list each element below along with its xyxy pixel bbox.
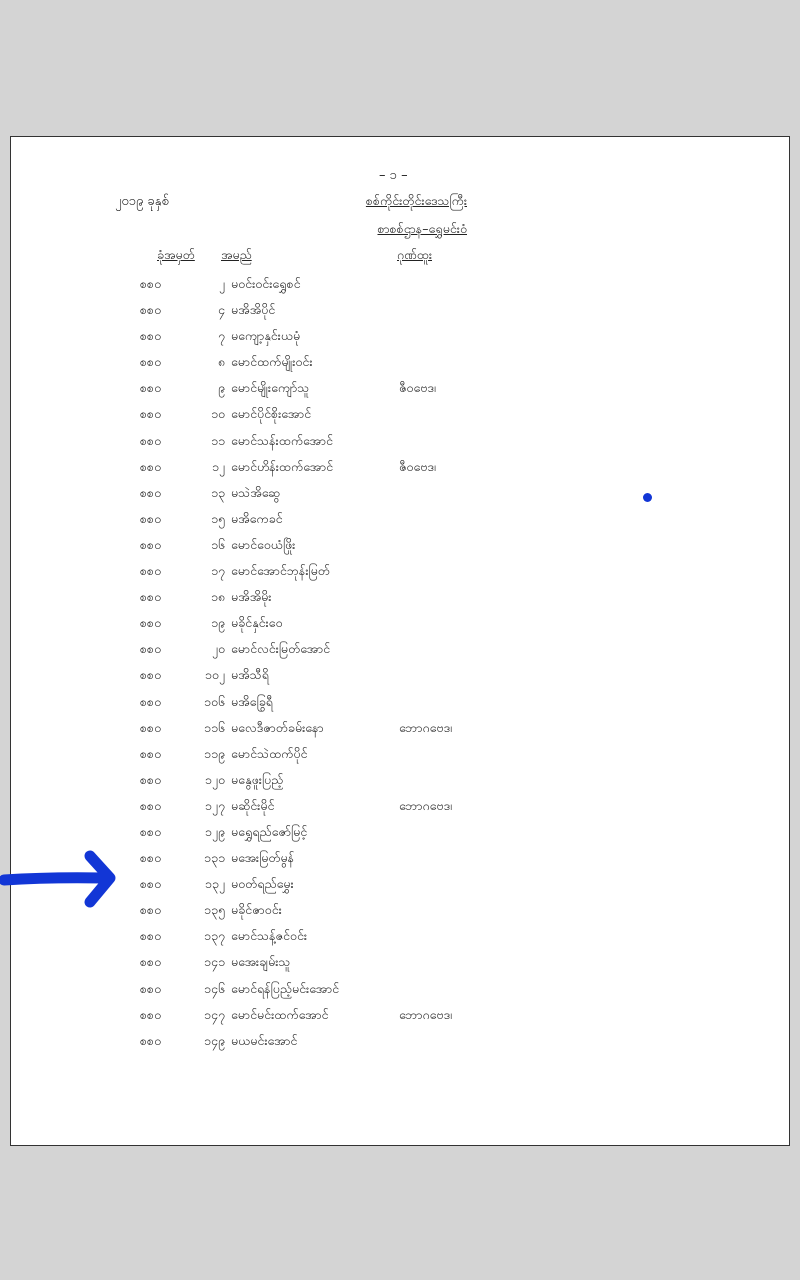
result-row (11, 299, 791, 325)
student-name: မအိခြွေရီ (231, 693, 273, 709)
student-name: မအိအိပိုင် (231, 302, 276, 318)
student-name: မယမင်းအောင် (231, 1032, 298, 1048)
row-code: စစဝ (140, 745, 162, 761)
student-name: မောင်ပိုင်စိုးအောင် (231, 406, 312, 422)
result-row (11, 403, 791, 429)
name-column-header: အမည် (221, 247, 252, 262)
result-row (11, 743, 791, 769)
row-code: စစဝ (140, 380, 162, 396)
row-code: စစဝ (140, 1032, 162, 1048)
roll-number: ၂၀ (211, 641, 225, 657)
roll-number: ၁၀ (210, 406, 225, 422)
result-row (11, 586, 791, 612)
student-name: မအေးချမ်းသူ (231, 954, 291, 970)
row-code: စစဝ (140, 484, 162, 500)
result-row (11, 1004, 791, 1030)
result-row (11, 873, 791, 899)
roll-number: ၁၂ (211, 458, 225, 474)
result-row (11, 560, 791, 586)
exam-year: ၂၀၁၉ ခုနှစ် (115, 194, 169, 209)
page-number: – ၁ – (379, 168, 408, 183)
distinction-remark: ဇီဝဗေဒ၊ (399, 380, 436, 396)
row-code: စစဝ (140, 771, 162, 787)
results-list (11, 273, 791, 1056)
row-code: စစဝ (140, 719, 162, 735)
student-name: မောင်ဝေယံဖြိုး (231, 536, 296, 552)
student-name: မခိုင်ဇာဝင်း (231, 902, 282, 918)
row-code: စစဝ (140, 432, 162, 448)
student-name: မောင်သန့်ဇင်ဝင်း (231, 928, 308, 944)
result-row (11, 717, 791, 743)
roll-number: ၇ (217, 328, 225, 344)
distinction-remark: ဘောဂဗေဒ၊ (399, 1006, 453, 1022)
student-name: မောင်ဟိန်းထက်အောင် (231, 458, 334, 474)
result-row (11, 482, 791, 508)
roll-number: ၁၁၆ (203, 719, 225, 735)
roll-number: ၁၂၉ (204, 823, 225, 839)
row-code: စစဝ (140, 328, 162, 344)
result-row (11, 847, 791, 873)
roll-number: ၁၂၀ (204, 771, 225, 787)
student-name: မောင်ထက်မျိုးဝင်း (231, 354, 313, 370)
student-name: မရွှေရည်ဇော်မြင့် (231, 823, 308, 839)
row-code: စစဝ (140, 563, 162, 579)
row-code: စစဝ (140, 276, 162, 291)
roll-number: ၄ (217, 302, 225, 318)
row-code: စစဝ (140, 354, 162, 370)
row-code: စစဝ (140, 797, 162, 813)
roll-number: ၂ (218, 276, 225, 291)
result-row (11, 821, 791, 847)
result-row (11, 951, 791, 977)
row-code: စစဝ (140, 850, 162, 866)
roll-number: ၁၄၇ (203, 1006, 225, 1022)
result-row (11, 925, 791, 951)
region-heading: စစ်ကိုင်းတိုင်းဒေသကြီး (365, 193, 467, 208)
roll-number: ၁၃၇ (203, 928, 225, 944)
roll-number: ၁၂၇ (204, 797, 225, 813)
row-code: စစဝ (140, 641, 162, 657)
row-code: စစဝ (140, 510, 162, 526)
student-name: မအိကေခင် (231, 510, 283, 526)
student-name: မောင်မျိုးကျော်သူ (231, 380, 310, 396)
student-name: မောင်လင်းမြတ်အောင် (231, 641, 331, 657)
row-code: စစဝ (140, 823, 162, 839)
row-code: စစဝ (140, 302, 162, 318)
roll-number: ၈ (217, 354, 225, 370)
student-name: မလေဒီဇာတ်ခမ်းနော (231, 719, 324, 735)
result-row (11, 795, 791, 821)
row-code: စစဝ (140, 536, 162, 552)
roll-number: ၁၄၆ (203, 980, 225, 996)
row-code: စစဝ (140, 928, 162, 944)
student-name: မသဲအိဆွေ (231, 484, 281, 500)
roll-number: ၁၀၆ (203, 693, 225, 709)
student-name: မအိအိမိုး (231, 589, 272, 605)
roll-no-column-header: ခုံအမှတ် (157, 247, 195, 262)
student-name: မအေးမြတ်မွန် (231, 850, 295, 866)
result-row (11, 638, 791, 664)
student-name: မဝင်းဝင်းရွှေစင် (231, 276, 301, 291)
student-name: မဆိုင်းမိုင် (231, 797, 275, 813)
student-name: မနွေဖူးပြည့် (231, 771, 284, 787)
roll-number: ၁၁ (210, 432, 225, 448)
roll-number: ၁၈ (210, 589, 225, 605)
roll-number: ၁၁၉ (203, 745, 225, 761)
distinction-remark: ဘောဂဗေဒ၊ (399, 719, 453, 735)
student-name: မခိုင်နှင်းဝေ (231, 615, 283, 631)
result-row (11, 325, 791, 351)
document-page (10, 136, 790, 1146)
result-row (11, 430, 791, 456)
row-code: စစဝ (140, 667, 162, 683)
student-name: မောင်သန်းထက်အောင် (231, 432, 333, 448)
distinction-remark: ဇီဝဗေဒ၊ (399, 458, 436, 474)
roll-number: ၉ (217, 380, 225, 396)
arrow-annotation-icon (0, 850, 120, 914)
roll-number: ၁၀၂ (204, 667, 225, 683)
row-code: စစဝ (140, 406, 162, 422)
roll-number: ၁၃၅ (203, 902, 225, 918)
result-row (11, 769, 791, 795)
result-row (11, 899, 791, 925)
marker-dot (643, 493, 652, 502)
result-row (11, 377, 791, 403)
roll-number: ၁၆ (210, 536, 225, 552)
student-name: မောင်မင်းထက်အောင် (231, 1006, 329, 1022)
student-name: မောင်ရန်ပြည့်မင်းအောင် (231, 980, 340, 996)
roll-number: ၁၃၁ (203, 850, 225, 866)
result-row (11, 691, 791, 717)
student-name: မကျော့နှင်းယမုံ (231, 328, 301, 344)
roll-number: ၁၃ (210, 484, 225, 500)
result-row (11, 978, 791, 1004)
remark-column-header: ဂုဏ်ထူး (397, 247, 432, 262)
roll-number: ၁၄၉ (203, 1032, 225, 1048)
roll-number: ၁၃၂ (204, 876, 225, 892)
row-code: စစဝ (140, 589, 162, 605)
distinction-remark: ဘောဂဗေဒ၊ (399, 797, 453, 813)
student-name: မဝတ်ရည်မွှေး (231, 876, 294, 892)
result-row (11, 273, 791, 299)
result-row (11, 456, 791, 482)
exam-center-heading: စာစစ်ဌာန–ရွှေမင်းဝံ (377, 221, 467, 236)
result-row (11, 351, 791, 377)
row-code: စစဝ (140, 458, 162, 474)
roll-number: ၁၇ (210, 563, 225, 579)
row-code: စစဝ (140, 876, 162, 892)
student-name: မောင်အောင်ဘုန်းမြတ် (231, 563, 330, 579)
result-row (11, 508, 791, 534)
student-name: မအိသီရိ (231, 667, 269, 683)
row-code: စစဝ (140, 1006, 162, 1022)
row-code: စစဝ (140, 980, 162, 996)
row-code: စစဝ (140, 693, 162, 709)
result-row (11, 1030, 791, 1056)
result-row (11, 534, 791, 560)
row-code: စစဝ (140, 615, 162, 631)
roll-number: ၁၅ (210, 510, 225, 526)
row-code: စစဝ (140, 954, 162, 970)
result-row (11, 612, 791, 638)
roll-number: ၁၉ (210, 615, 225, 631)
student-name: မောင်သဲထက်ပိုင် (231, 745, 308, 761)
row-code: စစဝ (140, 902, 162, 918)
roll-number: ၁၄၁ (203, 954, 225, 970)
result-row (11, 664, 791, 690)
